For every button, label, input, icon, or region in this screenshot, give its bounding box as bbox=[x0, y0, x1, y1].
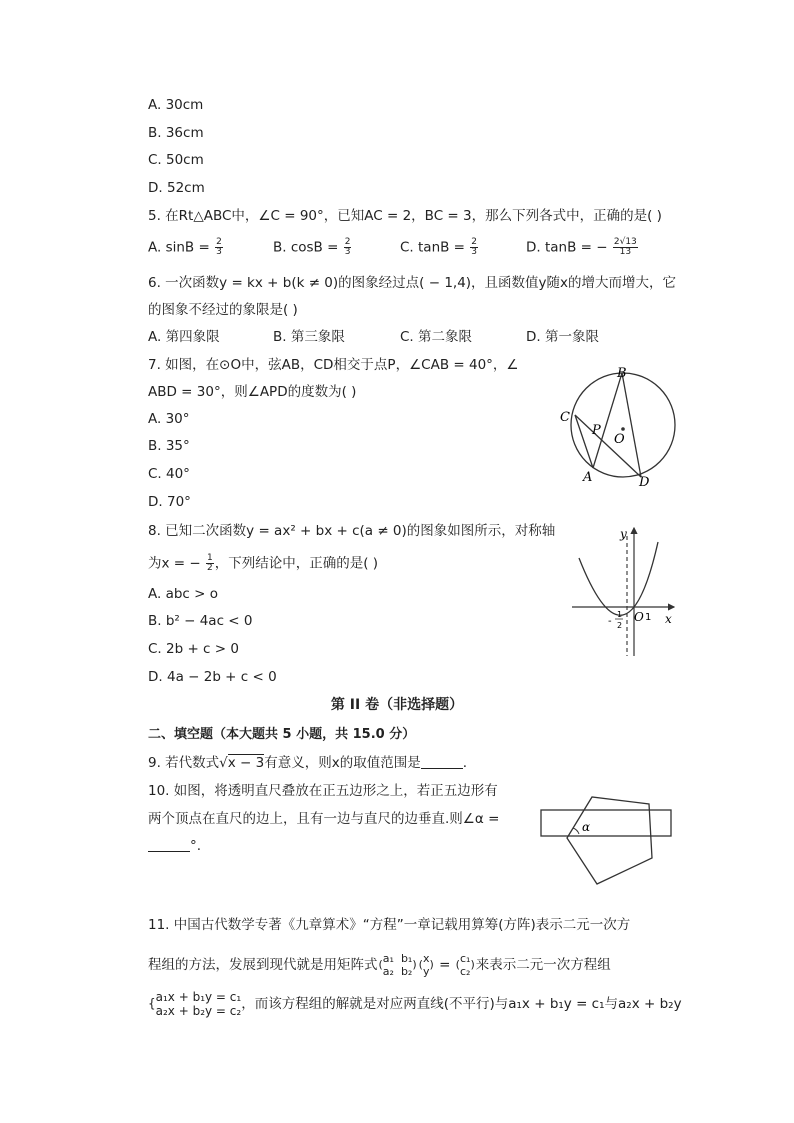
origin-label: O bbox=[634, 610, 644, 624]
half-numerator: 1 bbox=[617, 610, 623, 619]
q9-answer-blank[interactable] bbox=[421, 755, 463, 769]
q5-option-b: B. cosB = $\frac{2}{3}$ bbox=[273, 237, 351, 257]
section2-title: 二、填空题（本大题共 5 小题，共 15.0 分） bbox=[148, 727, 416, 742]
alpha-arc bbox=[573, 828, 579, 834]
q6-option-d: D. 第一象限 bbox=[526, 329, 599, 345]
circle-o bbox=[571, 373, 675, 477]
label-d: D bbox=[639, 475, 650, 490]
q10-stem-line3: °. bbox=[148, 837, 201, 855]
q8-parabola-figure bbox=[568, 520, 680, 660]
constant-vector: (c₁ c₂) bbox=[455, 952, 475, 978]
neg-sign: - bbox=[608, 616, 612, 627]
q11-line1: 11. 中国古代数学专著《九章算术》“方程”一章记载用算筹(方阵)表示二元一次方 bbox=[148, 917, 631, 933]
label-o: O bbox=[614, 432, 625, 447]
sqrt-radicand: x − 3 bbox=[227, 755, 265, 771]
label-c: C bbox=[560, 410, 570, 425]
q10-stem-line2: 两个顶点在直尺的边上，且有一边与直尺的边垂直.则∠α = bbox=[148, 811, 500, 827]
q7-stem-line1: 7. 如图，在⊙O中，弦AB，CD相交于点P，∠CAB = 40°，∠ bbox=[148, 357, 519, 373]
q7-stem-line2: ABD = 30°，则∠APD的度数为( ) bbox=[148, 384, 357, 400]
q7-option-d: D. 70° bbox=[148, 494, 191, 510]
q8-option-a: A. abc > o bbox=[148, 586, 218, 602]
y-axis-label: y bbox=[620, 527, 627, 541]
q8-stem-line1: 8. 已知二次函数y = ax² + bx + c(a ≠ 0)的图象如图所示，对称轴 bbox=[148, 523, 556, 539]
q6-option-b: B. 第三象限 bbox=[273, 329, 345, 345]
q7-circle-figure bbox=[555, 360, 685, 490]
q6-option-a: A. 第四象限 bbox=[148, 329, 220, 345]
ruler bbox=[541, 810, 671, 836]
x-axis-label: x bbox=[665, 612, 672, 626]
tick-one-label: 1 bbox=[645, 612, 652, 623]
q7-option-a: A. 30° bbox=[148, 411, 190, 427]
q8-option-d: D. 4a − 2b + c < 0 bbox=[148, 669, 277, 685]
q7-option-c: C. 40° bbox=[148, 466, 190, 482]
equation-system: {a₁x + b₁y = c₁ a₂x + b₂y = c₂ bbox=[148, 990, 242, 1018]
q10-stem-line1: 10. 如图，将透明直尺叠放在正五边形之上，若正五边形有 bbox=[148, 783, 498, 799]
sqrt-sign: √ bbox=[219, 755, 228, 771]
q7-option-b: B. 35° bbox=[148, 438, 190, 454]
part2-title: 第 II 卷（非选择题） bbox=[330, 697, 464, 713]
q10-ruler-pentagon-figure bbox=[535, 786, 675, 891]
q6-stem-line2: 的图象不经过的象限是( ) bbox=[148, 302, 298, 318]
q11-line3: {a₁x + b₁y = c₁ a₂x + b₂y = c₂，而该方程组的解就是对应两直线(不平行)与a₁x + b₁y = c₁与a₂x + b₂y bbox=[148, 990, 682, 1018]
q4-option-c: C. 50cm bbox=[148, 152, 204, 168]
q4-option-a: A. 30cm bbox=[148, 97, 204, 113]
q8-option-c: C. 2b + c > 0 bbox=[148, 641, 239, 657]
alpha-label: α bbox=[582, 820, 591, 834]
q4-option-b: B. 36cm bbox=[148, 125, 204, 141]
parabola-curve bbox=[579, 542, 658, 615]
q6-stem-line1: 6. 一次函数y = kx + b(k ≠ 0)的图象经过点( − 1,4)，且函数值y随x的增大而增大，它 bbox=[148, 275, 677, 291]
label-p: P bbox=[592, 423, 601, 438]
q4-option-d: D. 52cm bbox=[148, 180, 205, 196]
q5-option-a: A. sinB = $\frac{2}{3}$ bbox=[148, 237, 222, 257]
label-b: B bbox=[617, 366, 627, 381]
q5-stem: 5. 在Rt△ABC中，∠C = 90°，已知AC = 2，BC = 3，那么下列各式中，正确的是( ) bbox=[148, 208, 662, 224]
q9-stem: 9. 若代数式√x − 3有意义，则x的取值范围是 . bbox=[148, 755, 468, 771]
half-denominator: 2 bbox=[617, 621, 623, 630]
q5-option-d: D. tanB = − $\frac{2√13}{13}$ bbox=[526, 237, 637, 257]
q11-line2: 程组的方法，发展到现代就是用矩阵式(a₁ b₁ a₂ b₂) (x y) = (c₁ c₂)来表示二元一次方程组 bbox=[148, 952, 611, 978]
q8-stem-line2: 为x = − $\frac{1}{2}$ ，下列结论中，正确的是( ) bbox=[148, 553, 379, 573]
q10-answer-blank[interactable] bbox=[148, 838, 190, 852]
center-point bbox=[621, 427, 625, 431]
coefficient-matrix: (a₁ b₁ a₂ b₂) bbox=[378, 952, 417, 978]
q6-option-c: C. 第二象限 bbox=[400, 329, 473, 345]
q5-option-c: C. tanB = $\frac{2}{3}$ bbox=[400, 237, 478, 257]
chord-ab bbox=[593, 373, 622, 468]
label-a: A bbox=[583, 470, 593, 485]
variable-vector: (x y) bbox=[418, 952, 434, 978]
q8-option-b: B. b² − 4ac < 0 bbox=[148, 613, 253, 629]
